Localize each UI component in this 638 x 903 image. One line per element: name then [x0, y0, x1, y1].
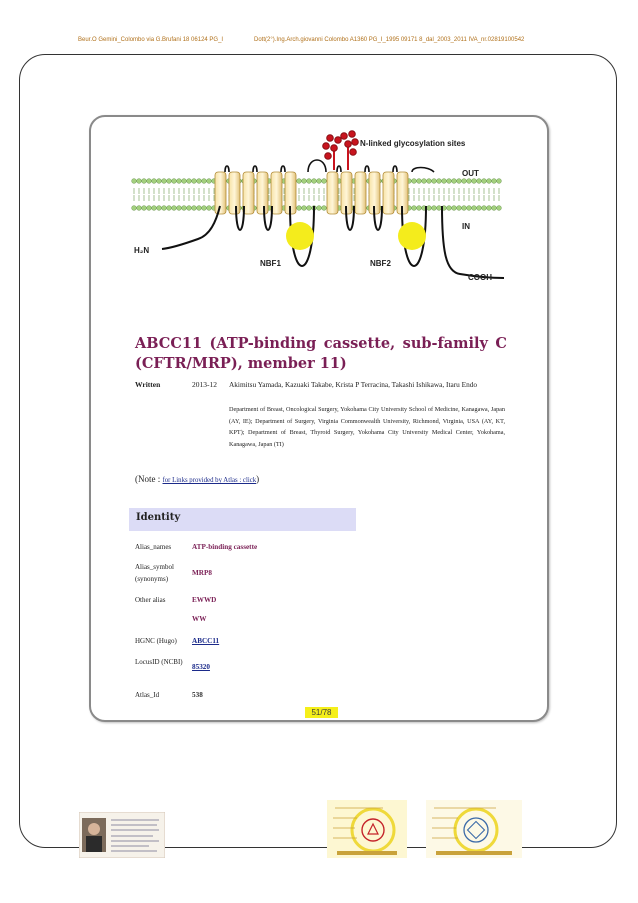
header-right-text: Dott(2°).Ing.Arch.giovanni Colombo A1360 PG_I_1995 09171 8_dal_2003_2011 IVA_nr.02819100542	[254, 37, 525, 43]
atlas-id-label: Atlas_Id	[135, 691, 160, 699]
id-card-stamp-icon	[79, 812, 165, 858]
license-seal-red-icon	[327, 800, 407, 858]
title-word: sub-family	[402, 335, 488, 352]
affiliation-text: Department of Breast, Oncological Surgery, Yokohama City University School of Medicine, Kanagawa, Japan (AY, IE); Department of Surgery, Virginia Commonwealth University, Richmond, Virginia, USA (AY, KT, KPT); Department of Breast, Thyroid Surgery, Yokohama City University Medical Center, Yokohama, Kanagawa, Japan (TI)	[229, 406, 505, 448]
nbf2-domain	[398, 222, 426, 250]
transmembrane-helix	[383, 172, 394, 214]
written-label: Written	[135, 380, 161, 389]
other-alias-label: Other alias	[135, 596, 166, 604]
extracellular-loops	[225, 160, 434, 172]
header-left-text: Beur.O Gemini_Colombo via G.Brufani 18 06124 PG_I	[78, 37, 224, 43]
abcc11-membrane-diagram	[112, 126, 512, 286]
n-terminus-label: H₂N	[134, 246, 150, 255]
title-word: C	[495, 335, 507, 352]
article-title	[135, 334, 507, 374]
license-seal-blue-icon	[426, 800, 522, 858]
transmembrane-helix	[327, 172, 338, 214]
atlas-id-value: 538	[192, 691, 203, 699]
c-terminal-tail	[442, 206, 504, 278]
other-alias-value-2: WW	[192, 615, 207, 623]
note-suffix: )	[256, 474, 260, 484]
title-word: (ATP-binding	[209, 335, 317, 352]
atlas-links-link[interactable]: for Links provided by Atlas : click	[162, 477, 257, 484]
n-terminal-tail	[162, 206, 220, 249]
locusid-link[interactable]: 85320	[192, 663, 210, 671]
hgnc-link[interactable]: ABCC11	[192, 637, 220, 645]
title-word: ABCC11	[135, 335, 203, 352]
glycosylation-sites-icon	[323, 131, 359, 170]
glycosylation-label: N-linked glycosylation sites	[360, 139, 466, 148]
nbf1-label: NBF1	[260, 259, 281, 268]
hgnc-label: HGNC (Hugo)	[135, 637, 177, 645]
title-word: cassette,	[323, 335, 396, 352]
alias-names-value: ATP-binding cassette	[192, 543, 258, 551]
cytoplasmic-loops	[236, 206, 426, 266]
alias-names-label: Alias_names	[135, 543, 172, 551]
authors-text: Akimitsu Yamada, Kazuaki Takabe, Krista P Terracina, Takashi Ishikawa, Itaru Endo	[229, 380, 478, 389]
in-label: IN	[462, 222, 470, 231]
page-number-badge: 51/78	[305, 707, 338, 718]
other-alias-value: EWWD	[192, 596, 217, 604]
transmembrane-helix	[229, 172, 240, 214]
transmembrane-helix	[355, 172, 366, 214]
written-date: 2013-12	[192, 380, 217, 389]
identity-heading: Identity	[136, 512, 181, 523]
lipid-bilayer	[132, 179, 502, 211]
locusid-label: LocusID (NCBI)	[135, 658, 183, 666]
note-prefix: (Note :	[135, 474, 163, 484]
identity-header	[129, 508, 356, 531]
title-line-2: (CFTR/MRP), member 11)	[135, 355, 347, 372]
nbf2-label: NBF2	[370, 259, 391, 268]
alias-symbol-label: Alias_symbol (synonyms)	[135, 563, 174, 583]
nbf1-domain	[286, 222, 314, 250]
note-line	[135, 474, 259, 484]
out-label: OUT	[462, 169, 479, 178]
c-terminus-label: COOH	[468, 273, 492, 282]
alias-symbol-value: MRP8	[192, 569, 212, 577]
transmembrane-helix	[257, 172, 268, 214]
